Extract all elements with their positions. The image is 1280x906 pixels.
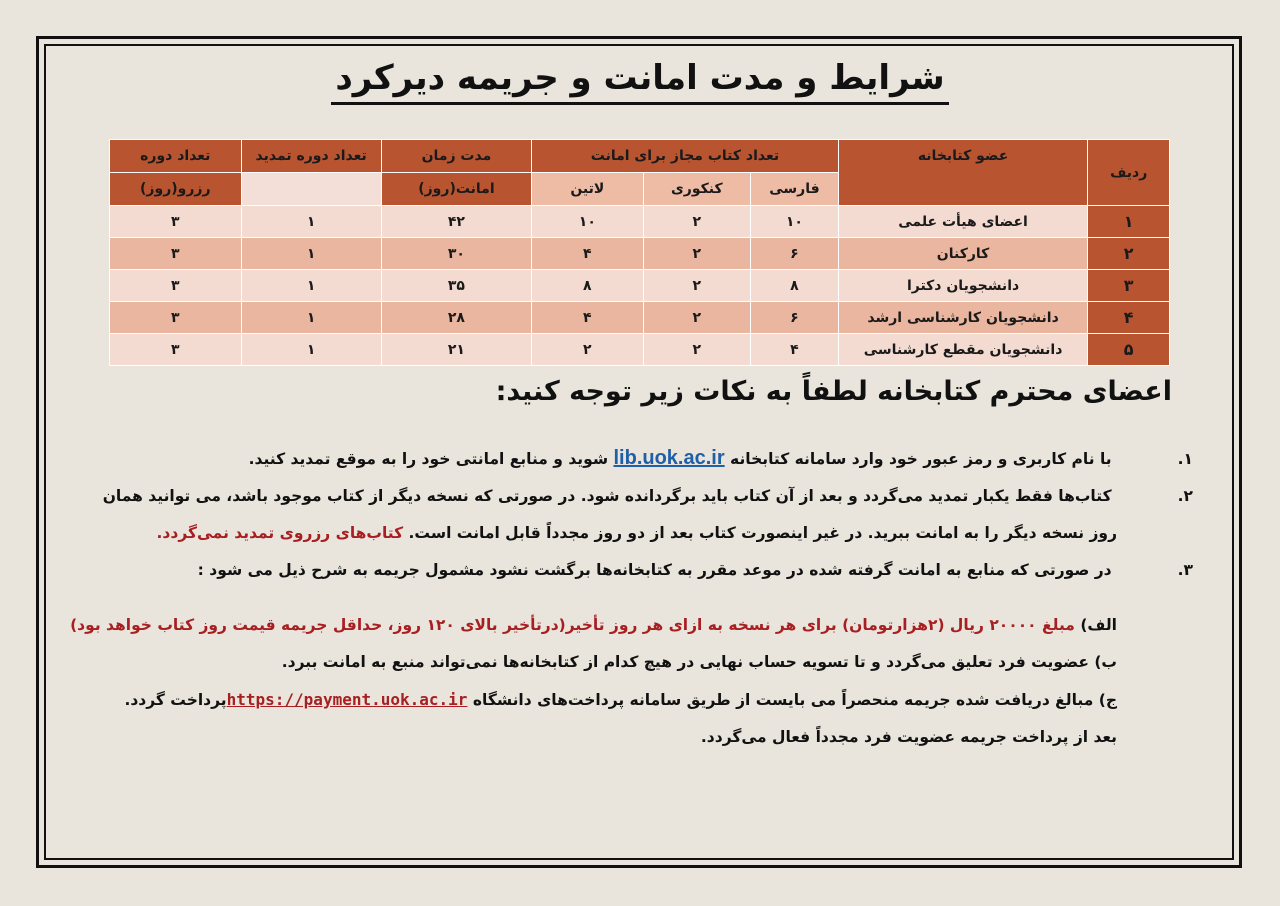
row-farsi: ۶ [751,302,839,334]
penalty-c-line-2 [107,719,1117,756]
row-member: دانشجویان مقطع کارشناسی [838,334,1088,366]
header-row-number: ردیف [1088,140,1170,206]
row-konkoori: ۲ [643,238,751,270]
row-renew: ۱ [241,270,381,302]
row-duration: ۲۱ [381,334,531,366]
row-latin: ۱۰ [532,206,643,238]
note-2-text-1: کتاب‌ها فقط یکبار تمدید می‌گردد و بعد از آن کتاب باید برگردانده شود. در صورتی که نسخه دیگر از کتاب موجود باشد، می توانید همان [102,487,1112,505]
note-1-number: ۱. [1177,450,1193,468]
header-renew-count: تعداد دوره تمدید [241,140,381,173]
header-farsi: فارسی [751,173,839,206]
note-3-number: ۳. [1177,561,1193,579]
note-3 [107,552,1193,589]
table-row [110,334,1170,366]
note-1 [107,440,1193,478]
note-3-text: در صورتی که منابع به امانت گرفته شده در موعد مقرر به کتابخانه‌ها برگشت نشود مشمول جریمه به شرح ذیل می شود : [197,561,1112,579]
library-link[interactable]: lib.uok.ac.ir [613,447,725,469]
row-farsi: ۴ [751,334,839,366]
row-index: ۴ [1088,302,1170,334]
note-2-line-1 [102,478,1193,515]
row-duration: ۳۰ [381,238,531,270]
penalty-c [107,681,1117,719]
page-title: شرایط و مدت امانت و جریمه دیرکرد [331,58,948,105]
header-duration-1: مدت زمان [381,140,531,173]
table-header-row [110,140,1170,173]
row-member: کارکنان [838,238,1088,270]
row-renew: ۱ [241,334,381,366]
row-reserve: ۳ [110,206,242,238]
header-latin: لاتین [532,173,643,206]
row-duration: ۲۸ [381,302,531,334]
penalty-c-text-2: بعد از پرداخت جریمه عضویت فرد مجدداً فعال می‌گردد. [700,728,1117,746]
header-allowed-books: تعداد کتاب مجاز برای امانت [532,140,839,173]
notes-heading: اعضای محترم کتابخانه لطفاً به نکات زیر توجه کنید: [495,376,1172,407]
note-2-line-2 [107,515,1117,552]
row-latin: ۴ [532,238,643,270]
penalty-a [70,607,1117,644]
header-reserve-1: تعداد دوره [110,140,242,173]
row-renew: ۱ [241,206,381,238]
row-konkoori: ۲ [643,302,751,334]
page-title-wrap [0,58,1280,105]
header-reserve-2: رزرو(روز) [110,173,242,206]
row-index: ۳ [1088,270,1170,302]
table-row [110,270,1170,302]
penalty-c-text-post: پرداخت گردد. [124,691,227,709]
row-farsi: ۶ [751,238,839,270]
header-konkoori: کنکوری [643,173,751,206]
note-1-text-post: شوید و منابع امانتی خود را به موقع تمدید کنید. [248,450,609,468]
notes-gap [107,589,1117,607]
note-2-red-text: کتاب‌های رزروی تمدید نمی‌گردد. [156,524,404,542]
table-row [110,206,1170,238]
notes-list [70,440,1193,756]
row-index: ۱ [1088,206,1170,238]
penalty-b-text: ب) عضویت فرد تعلیق می‌گردد و تا تسویه حساب نهایی در هیچ کدام از کتابخانه‌ها نمی‌تواند منبع به امانت ببرد. [281,653,1117,671]
row-reserve: ۳ [110,302,242,334]
row-duration: ۴۲ [381,206,531,238]
row-reserve: ۳ [110,334,242,366]
row-farsi: ۱۰ [751,206,839,238]
row-reserve: ۳ [110,270,242,302]
row-member: دانشجویان دکترا [838,270,1088,302]
payment-link[interactable]: https://payment.uok.ac.ir [226,690,468,709]
note-1-text-pre: با نام کاربری و رمز عبور خود وارد سامانه کتابخانه [730,450,1112,468]
penalty-c-text-pre: ج) مبالغ دریافت شده جریمه منحصراً می بایست از طریق سامانه پرداخت‌های دانشگاه [472,691,1117,709]
table-row [110,302,1170,334]
loan-table [109,139,1170,366]
note-2-text-2: روز نسخه دیگر را به امانت ببرید. در غیر اینصورت کتاب بعد از دو روز مجدداً قابل امانت است. [408,524,1117,542]
penalty-a-label: الف) [1080,616,1117,634]
header-member: عضو کتابخانه [838,140,1088,206]
row-latin: ۴ [532,302,643,334]
penalty-b [107,644,1117,681]
row-member: دانشجویان کارشناسی ارشد [838,302,1088,334]
row-farsi: ۸ [751,270,839,302]
note-2-number: ۲. [1177,487,1193,505]
row-renew: ۱ [241,238,381,270]
row-renew: ۱ [241,302,381,334]
row-latin: ۸ [532,270,643,302]
row-latin: ۲ [532,334,643,366]
table-row [110,238,1170,270]
row-member: اعضای هیأت علمی [838,206,1088,238]
row-index: ۲ [1088,238,1170,270]
row-konkoori: ۲ [643,270,751,302]
row-index: ۵ [1088,334,1170,366]
header-duration-2: امانت(روز) [381,173,531,206]
row-duration: ۳۵ [381,270,531,302]
row-konkoori: ۲ [643,206,751,238]
row-reserve: ۳ [110,238,242,270]
penalty-a-text: مبلغ ۲۰۰۰۰ ریال (۲هزارتومان) برای هر نسخه به ازای هر روز تأخیر(درتأخیر بالای ۱۲۰ روز، حداقل جریمه قیمت روز کتاب خواهد بود) [70,616,1075,634]
header-renew-empty [241,173,381,206]
row-konkoori: ۲ [643,334,751,366]
